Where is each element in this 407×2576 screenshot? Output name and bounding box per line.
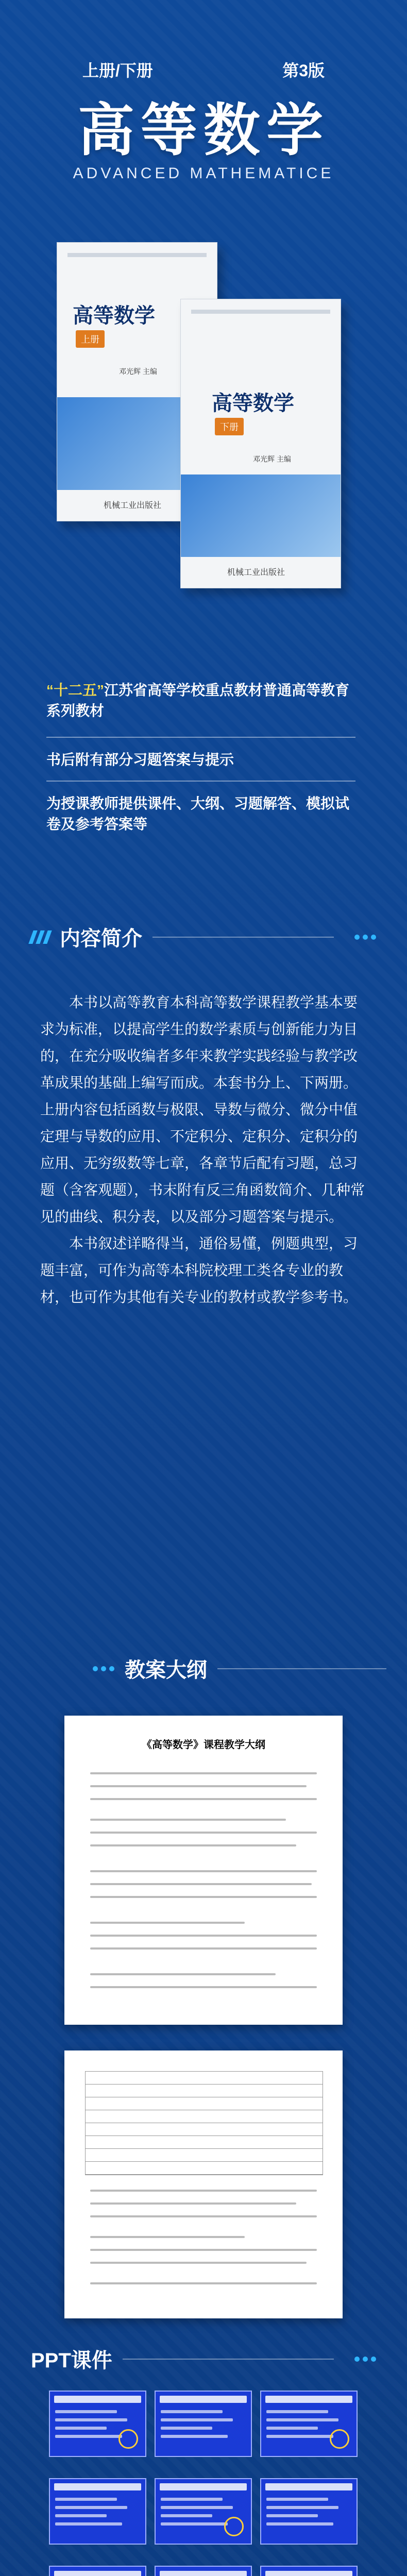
book-publisher: 机械工业出版社 bbox=[227, 568, 285, 577]
intro-text bbox=[40, 989, 370, 1311]
feature-1-highlight: “十二五” bbox=[46, 682, 105, 698]
book-title: 高等数学 bbox=[73, 303, 155, 328]
header-bars-icon bbox=[31, 930, 49, 944]
ppt-slide-thumbnail bbox=[155, 2566, 252, 2576]
header-dots-icon bbox=[354, 935, 376, 940]
book-covers bbox=[0, 222, 407, 659]
book-cover-lower bbox=[180, 299, 341, 588]
section-title: 内容简介 bbox=[60, 927, 142, 950]
ppt-slide-thumbnail bbox=[260, 2478, 358, 2545]
book-volume: 下册 bbox=[215, 418, 244, 435]
volume-label: 上册/下册 bbox=[82, 61, 153, 80]
section-title: PPT课件 bbox=[31, 2349, 112, 2372]
intro-paragraph: 本书叙述详略得当，通俗易懂，例题典型，习题丰富，可作为高等本科院校理工类各专业的教材，也可作为其他有关专业的教材或教学参考书。 bbox=[40, 1235, 358, 1305]
section-header bbox=[0, 2344, 407, 2374]
book-title: 高等数学 bbox=[212, 391, 294, 415]
ppt-section bbox=[0, 2329, 407, 2576]
section-title: 教案大纲 bbox=[125, 1659, 207, 1682]
syllabus-doc-page-2 bbox=[64, 2050, 343, 2318]
main-title: 高等数学 bbox=[78, 99, 329, 162]
ppt-slide-thumbnail bbox=[155, 2391, 252, 2457]
hero bbox=[0, 0, 407, 232]
section-header bbox=[0, 1654, 407, 1683]
section-header bbox=[0, 922, 407, 952]
syllabus-doc-title: 《高等数学》课程教学大纲 bbox=[142, 1739, 265, 1751]
hero-edition-row bbox=[82, 58, 325, 81]
feature-3: 为授课教师提供课件、大纲、习题解答、模拟试卷及参考答案等 bbox=[46, 795, 350, 832]
edition-label: 第3版 bbox=[282, 61, 325, 80]
book-publisher: 机械工业出版社 bbox=[104, 501, 162, 510]
feature-1-text: 江苏省高等学校重点教材普通高等教育系列教材 bbox=[46, 682, 350, 719]
ppt-slide-thumbnail bbox=[49, 2391, 146, 2457]
feature-1 bbox=[46, 680, 355, 721]
main-title-en: ADVANCED MATHEMATICE bbox=[73, 165, 334, 182]
book-author: 邓光辉 主编 bbox=[119, 367, 157, 376]
book-author: 邓光辉 主编 bbox=[253, 455, 291, 463]
divider bbox=[46, 737, 355, 738]
feature-2: 书后附有部分习题答案与提示 bbox=[46, 752, 234, 768]
ppt-slide-thumbnail bbox=[260, 2566, 358, 2576]
ppt-slide-thumbnail bbox=[49, 2478, 146, 2545]
book-volume: 上册 bbox=[76, 330, 105, 348]
ppt-slide-thumbnail bbox=[155, 2478, 252, 2545]
header-dots-icon bbox=[93, 1666, 114, 1671]
syllabus-section bbox=[0, 1643, 407, 2339]
intro-section bbox=[0, 902, 407, 1638]
divider bbox=[46, 781, 355, 782]
intro-paragraph: 本书以高等教育本科高等数学课程教学基本要求为标准，以提高学生的数学素质与创新能力为目的，在充分吸收编者多年来教学实践经验与教学改革成果的基础上编写而成。本套书分上、下两册。上册内容包括函数与极限、导数与微分、微分中值定理与导数的应用、不定积分、定积分、定积分的应用、无穷级数等七章，各章节后配有习题，总习题（含客观题），书末附有反三角函数简介、几种常见的曲线、积分表，以及部分习题答案与提示。 bbox=[40, 994, 365, 1225]
features bbox=[0, 659, 407, 881]
syllabus-doc-page-1 bbox=[64, 1716, 343, 2025]
ppt-slide-thumbnail bbox=[260, 2391, 358, 2457]
ppt-slide-thumbnail bbox=[49, 2566, 146, 2576]
header-dots-icon bbox=[354, 2357, 376, 2362]
